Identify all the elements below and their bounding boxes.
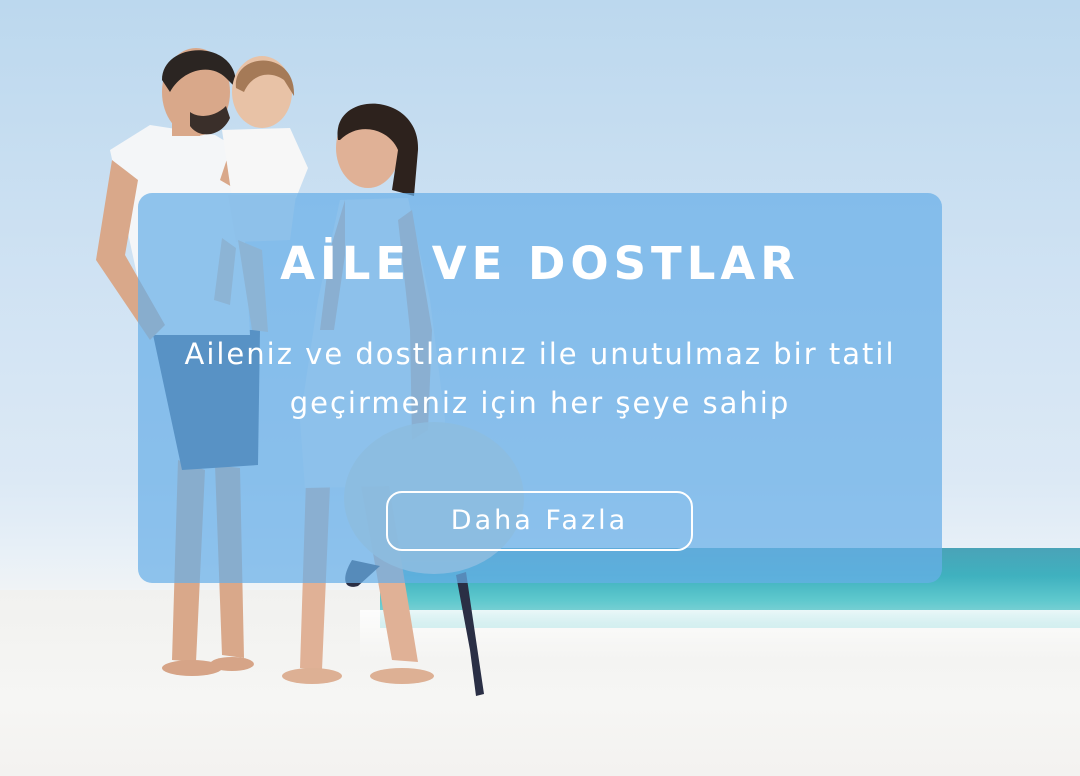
more-button[interactable]: Daha Fazla bbox=[386, 491, 693, 551]
hero-description: Aileniz ve dostlarınız ile unutulmaz bir tatil geçirmeniz için her şeye sahip bbox=[184, 337, 896, 420]
page-title: AİLE VE DOSTLAR bbox=[280, 237, 800, 290]
